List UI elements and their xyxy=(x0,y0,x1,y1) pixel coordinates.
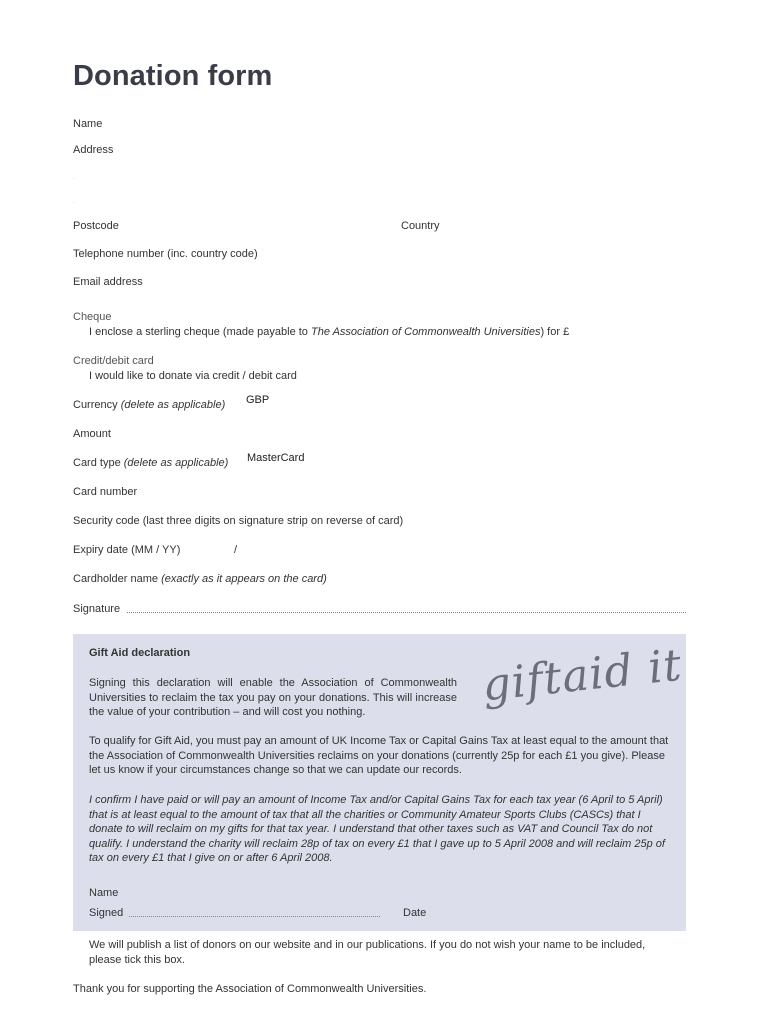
gift-aid-signed-label: Signed xyxy=(89,907,124,919)
publish-note: We will publish a list of donors on our website and in our publications. If you do not wish your name to be included, please tick this box. xyxy=(89,939,646,966)
card-intro: I would like to donate via credit / debit card xyxy=(89,370,297,382)
signature-line[interactable] xyxy=(127,612,686,613)
name-label: Name xyxy=(73,118,103,130)
card-heading: Credit/debit card xyxy=(73,355,154,367)
card-type-hint: (delete as applicable) xyxy=(123,457,229,469)
cheque-statement xyxy=(89,326,569,338)
gift-aid-signature-line[interactable] xyxy=(129,916,380,917)
gift-aid-date-label: Date xyxy=(403,907,427,919)
cheque-text-after: ) for £ xyxy=(540,326,570,338)
gift-aid-logo: giftaid it xyxy=(479,639,685,712)
cardholder-label xyxy=(73,573,327,585)
telephone-label: Telephone number (inc. country code) xyxy=(73,248,258,260)
gift-aid-heading: Gift Aid declaration xyxy=(89,647,191,659)
currency-label-text: Currency xyxy=(73,399,118,411)
country-label: Country xyxy=(401,220,440,232)
postcode-label: Postcode xyxy=(73,220,119,232)
currency-hint: (delete as applicable) xyxy=(120,399,226,411)
cheque-payee: The Association of Commonwealth Universities xyxy=(310,326,541,338)
gift-aid-qualify: To qualify for Gift Aid, you must pay an amount of UK Income Tax or Capital Gains Tax at least equal to the amount that the Association of Commonwealth Universities reclaims on your donations (currently 25p for each £1 you give). Please let us know if your circumstances change so that we can update our records. xyxy=(89,735,669,777)
gift-aid-intro: Signing this declaration will enable the Association of Commonwealth Universities to reclaim the tax you pay on your donations. This will increase the value of your contribution – and will cost you nothing. xyxy=(89,677,457,719)
cardholder-hint: (exactly as it appears on the card) xyxy=(161,573,327,585)
address-line-marker: . xyxy=(73,175,75,181)
card-type-value[interactable]: MasterCard xyxy=(247,452,305,464)
email-label: Email address xyxy=(73,276,143,288)
thanks-note: Thank you for supporting the Association of Commonwealth Universities. xyxy=(73,983,427,995)
page-title: Donation form xyxy=(73,60,273,92)
currency-value[interactable]: GBP xyxy=(246,394,270,406)
security-code-label: Security code (last three digits on signature strip on reverse of card) xyxy=(73,515,404,527)
currency-label xyxy=(73,399,225,411)
cheque-text-before: I enclose a sterling cheque (made payable to xyxy=(89,326,311,338)
gift-aid-confirmation: I confirm I have paid or will pay an amount of Income Tax and/or Capital Gains Tax for each tax year (6 April to 5 April) that is at least equal to the amount of tax that all the charities or Community Amateur Sports Clubs (CASCs) that I donate to will reclaim on my gifts for that tax year. I understand that other taxes such as VAT and Council Tax do not qualify. I understand the charity will reclaim 28p of tax on every £1 that I gave up to 5 April 2008 and will reclaim 25p of tax on every £1 that I give on or after 6 April 2008. xyxy=(89,794,665,865)
expiry-separator: / xyxy=(234,544,238,556)
address-label: Address xyxy=(73,144,114,156)
signature-label: Signature xyxy=(73,603,121,615)
cardholder-label-text: Cardholder name xyxy=(73,573,158,585)
card-type-label-text: Card type xyxy=(73,457,121,469)
amount-label: Amount xyxy=(73,428,111,440)
card-number-label: Card number xyxy=(73,486,138,498)
gift-aid-name-label: Name xyxy=(89,887,119,899)
cheque-heading: Cheque xyxy=(73,311,112,323)
address-line-marker: . xyxy=(73,199,75,205)
card-type-label xyxy=(73,457,228,469)
expiry-label: Expiry date (MM / YY) xyxy=(73,544,181,556)
